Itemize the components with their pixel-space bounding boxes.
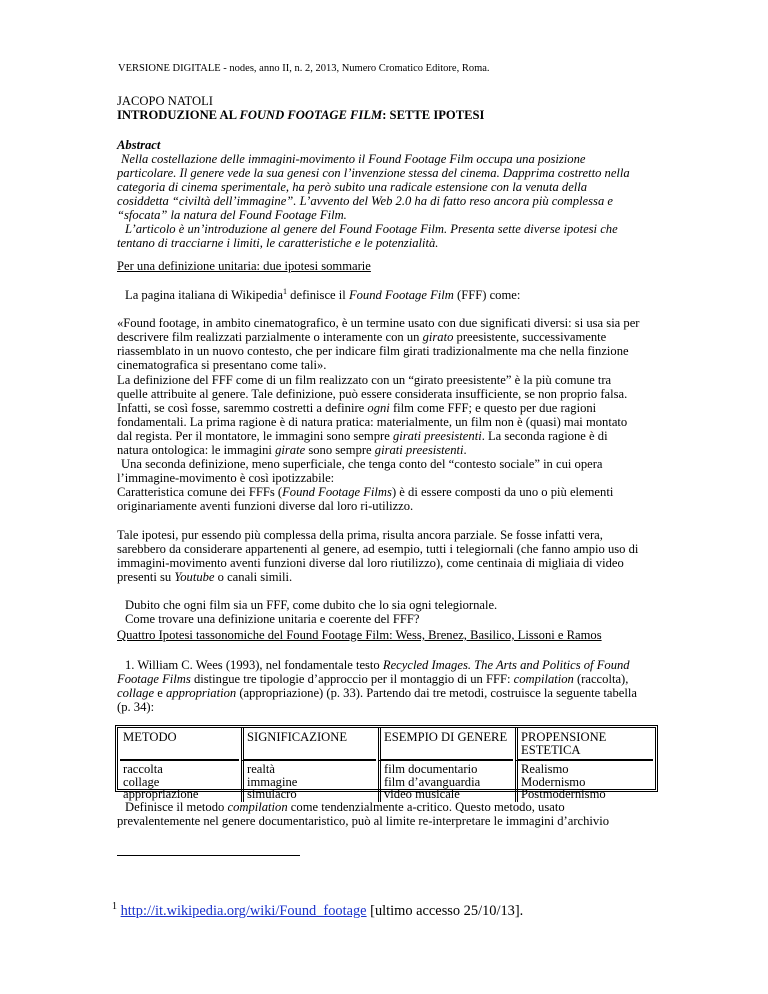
table-row: [120, 761, 653, 802]
footnote-text: [ultimo accesso 25/10/13].: [366, 903, 524, 919]
table-cell: film documentario film d’avanguardia video musicale: [378, 761, 513, 802]
section-heading-1: Per una definizione unitaria: due ipotesi sommarie: [117, 259, 371, 273]
footnote: [112, 903, 523, 920]
paragraph-compilation: Definisce il metodo compilation come tendenzialmente a-critico. Questo metodo, usato prevalentemente nel genere documentaristico, può al limite re-interpretare le immagini d’archivio: [117, 800, 609, 828]
table-header-row: [120, 728, 653, 761]
table-cell: raccolta collage appropriazione: [123, 762, 199, 801]
footnote-ref[interactable]: 1: [283, 287, 288, 296]
section-heading-2: Quattro Ipotesi tassonomiche del Found Footage Film: Wess, Brenez, Basilico, Lissoni e Ramos: [117, 628, 602, 642]
table-header-cell: METODO: [120, 728, 239, 761]
table-header-cell: SIGNIFICAZIONE: [241, 728, 376, 761]
author-name: JACOPO NATOLI: [117, 94, 213, 108]
table-cell: realtà immagine simulacro: [241, 761, 376, 802]
paragraph-hypothesis: Caratteristica comune dei FFFs (Found Footage Films) è di essere composti da uno o più elementi originariamente aventi funzioni diverse dal loro ri-utilizzo.: [117, 485, 614, 513]
table-header-cell: PROPENSIONE ESTETICA: [515, 728, 653, 761]
wikipedia-quote: «Found footage, in ambito cinematografico, è un termine usato con due significati diversi: si usa sia per descrivere film realizzati parzialmente o interamente con un girato preesistente, successivamente riassemblato in un nuovo contesto, che per indicare film girati tradizionalmente ma che nella finzione cinematografica si presentano come tali».: [117, 316, 640, 372]
abstract-heading: Abstract: [117, 138, 161, 152]
paragraph-wees: 1. William C. Wees (1993), nel fondamentale testo Recycled Images. The Arts and Politics of Found Footage Films distingue tre tipologie d’approccio per il montaggio di un FFF: compilation (raccolta), collage e appropriation (appropriazione) (p. 33). Partendo dai tre metodi, costruisce la seguente tabella (p. 34):: [117, 658, 637, 714]
table-header-cell: ESEMPIO DI GENERE: [378, 728, 513, 761]
running-head: VERSIONE DIGITALE - nodes, anno II, n. 2, 2013, Numero Cromatico Editore, Roma.: [118, 63, 490, 74]
article-title: INTRODUZIONE AL FOUND FOOTAGE FILM: SETTE IPOTESI: [117, 108, 485, 122]
abstract-text: Nella costellazione delle immagini-movimento il Found Footage Film occupa una posizione particolare. Il genere vede la sua genesi con l’invenzione stessa del cinema. Dapprima costretto nella categoria di cinema sperimentale, ha però subito una radicale estensione con la venuta della cosiddetta “civiltà dell’immagine”. L’avvento del Web 2.0 ha di fatto reso ancora più complessa e “sfocata” la natura del Found Footage Film. L’articolo è un’introduzione al genere del Found Footage Film. Presenta sette diverse ipotesi che tentano di tracciarne i limiti, le caratteristiche e le potenzialità.: [117, 152, 630, 250]
footnote-link[interactable]: http://it.wikipedia.org/wiki/Found_footage: [120, 903, 367, 919]
footnote-number: 1: [112, 901, 117, 912]
footnote-separator: [117, 855, 300, 856]
wees-table: [115, 725, 658, 801]
paragraph-partial: Tale ipotesi, pur essendo più complessa della prima, risulta ancora parziale. Se fosse infatti vera, sarebbero da considerare appartenenti al genere, ad esempio, tutti i telegiornali (che fanno ampio uso di immagini-movimento aventi funzioni diverse dal loro riutilizzo), come centinaia di migliaia di video presenti su Youtube o canali simili.: [117, 528, 639, 584]
paragraph-definition: La definizione del FFF come di un film realizzato con un “girato preesistente” è la più comune tra quelle attribuite al genere. Tale definizione, può essere considerata insufficiente, se non proprio falsa. Infatti, se così fosse, saremmo costretti a definire ogni film come FFF; e questo per due ragioni fondamentali. La prima ragione è di natura pratica: materialmente, un film non è (quasi) mai montato dal regista. Per il montatore, le immagini sono sempre girati preesistenti. La seconda ragione è di natura ontologica: le immagini girate sono sempre girati preesistenti. Una seconda definizione, meno superficiale, che tenga conto del “contesto sociale” in cui opera l’immagine-movimento è così ipotizzabile:: [117, 373, 628, 485]
paragraph-doubt: Dubito che ogni film sia un FFF, come dubito che lo sia ogni telegiornale. Come trovare una definizione unitaria e coerente del FFF?: [125, 598, 498, 626]
table-cell: Realismo Modernismo Postmodernismo: [515, 761, 653, 802]
paragraph-wikipedia: La pagina italiana di Wikipedia$^1$ definisce il Found Footage Film (FFF) come:: [125, 287, 521, 302]
